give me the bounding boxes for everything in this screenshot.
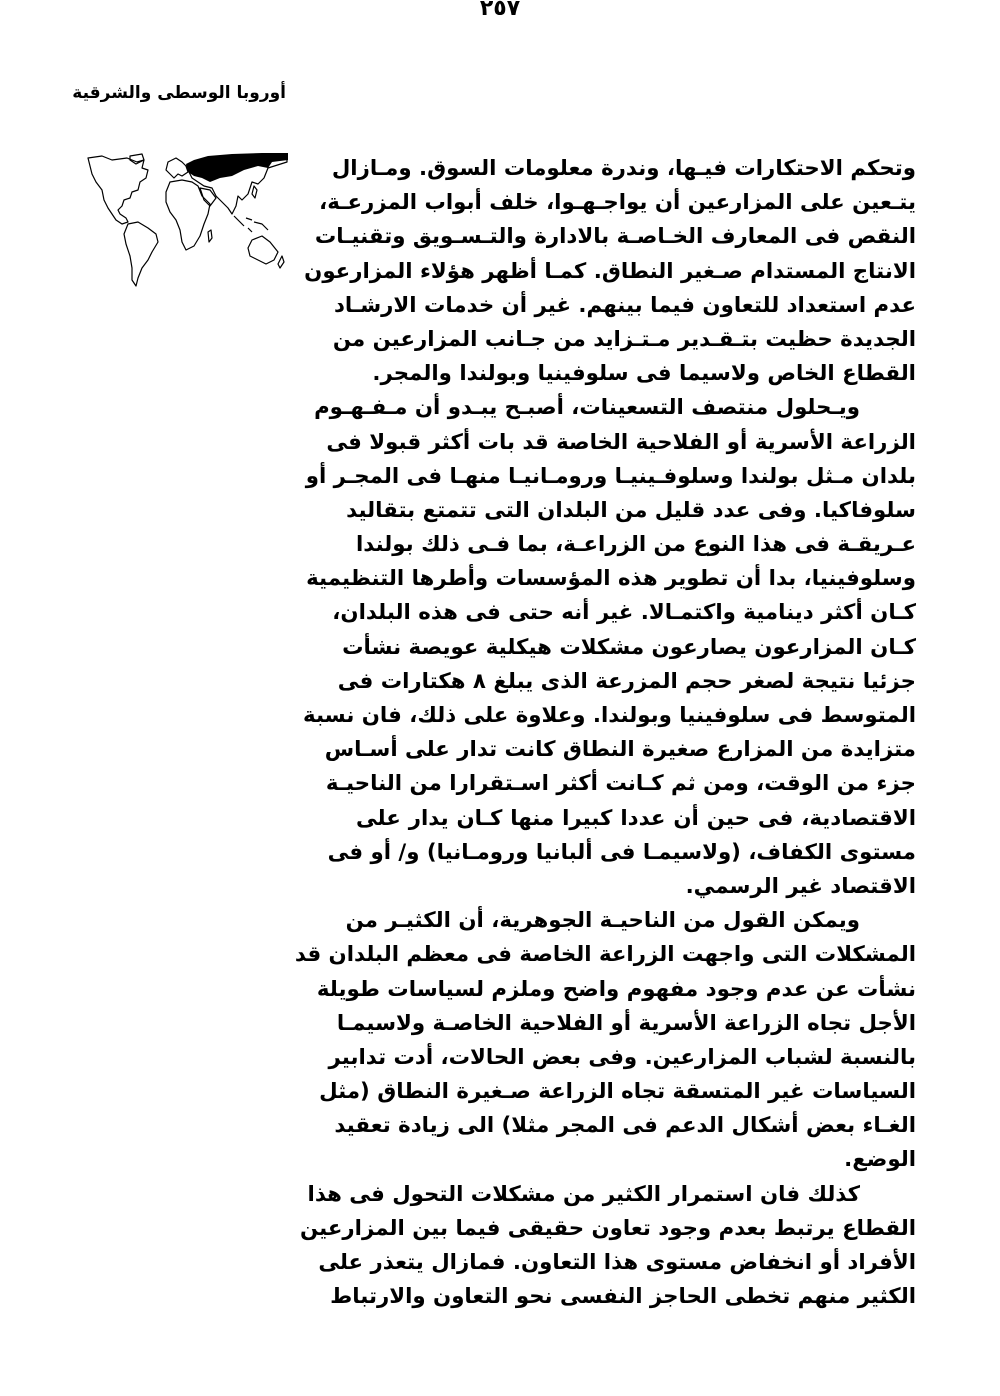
- body-line: الاقتصادية، فى حين أن عددا كبيرا منها كـان يدار على: [356, 805, 916, 831]
- body-line: السياسات غير المتسقة تجاه الزراعة صـغيرة النطاق (مثل: [319, 1079, 916, 1105]
- highlighted-region-eurasia: [186, 153, 288, 182]
- japan-outline: [252, 186, 257, 198]
- body-line: الاقتصاد غير الرسمي.: [685, 873, 916, 899]
- body-line: الانتاج المستدام صـغير النطاق. كمـا أظهر هؤلاء المزارعون: [304, 258, 916, 284]
- body-line: عدم استعداد للتعاون فيما بينهم. غير أن خدمات الارشـاد: [334, 292, 916, 318]
- body-line: النقص فى المعارف الخـاصـة بالادارة والتـسـويق وتقنيـات: [314, 224, 916, 250]
- body-line: الأجل تجاه الزراعة الأسرية أو الفلاحية الخاصـة ولاسيمـا: [336, 1010, 916, 1036]
- body-line: بالنسبة لشباب المزارعين. وفى بعض الحالات، أدت تدابير: [328, 1044, 916, 1070]
- indonesia-outline: [234, 216, 268, 232]
- body-line: وتحكم الاحتكارات فيـها، وندرة معلومات السوق. ومـازال: [331, 156, 916, 181]
- body-line: عـريقـة فى هذا النوع من الزراعـة، بما فـى ذلك بولندا: [356, 532, 916, 558]
- madagascar-outline: [208, 230, 212, 242]
- body-line: وسلوفينيا، بدا أن تطوير هذه المؤسسات وأطرها التنظيمية: [306, 566, 916, 592]
- body-line: يتـعين على المزارعين أن يواجـهـوا، خلف أبواب المزرعـة،: [319, 190, 916, 216]
- body-line: الكثير منهم تخطى الحاجز النفسى نحو التعاون والارتباط: [330, 1284, 916, 1310]
- body-line: كـان أكثر دينامية واكتمـالا. غير أنه حتى فى هذه البلدان،: [332, 600, 916, 626]
- body-line: ويـحلول منتصف التسعينات، أصبـح يبـدو أن مـفـهـوم: [314, 395, 860, 421]
- running-header: أوروبا الوسطى والشرقية: [72, 83, 286, 103]
- body-line: الزراعة الأسرية أو الفلاحية الخاصة قد بات أكثر قبولا فى: [326, 429, 916, 455]
- new-zealand-outline: [278, 256, 284, 268]
- body-line: كذلك فان استمرار الكثير من مشكلات التحول فى هذا: [307, 1181, 860, 1207]
- body-line: الجديدة حظيت بتـقـدير مـتـزايد من جـانب المزارعين من: [332, 326, 916, 352]
- body-line: المشكلات التى واجهت الزراعة الخاصة فى معظم البلدان قد: [294, 942, 916, 968]
- body-line: الأفراد أو انخفاض مستوى هذا التعاون. فمازال يتعذر على: [318, 1250, 916, 1275]
- body-line: الوضع.: [844, 1147, 916, 1173]
- body-line: المتوسط فى سلوفينيا وبولندا. وعلاوة على ذلك، فان نسبة: [303, 703, 916, 728]
- body-line: ويمكن القول من الناحيـة الجوهرية، أن الكثيـر من: [345, 908, 860, 934]
- body-line: متزايدة من المزارع صغيرة النطاق كانت تدار على أسـاس: [324, 737, 916, 763]
- europe-outline: [166, 158, 188, 178]
- body-line: القطاع يرتبط بعدم وجود تعاون حقيقى فيما بين المزارعين: [300, 1215, 916, 1241]
- south-america-outline: [124, 222, 158, 286]
- africa-outline: [166, 180, 210, 250]
- body-line: نشأت عن عدم وجود مفهوم واضح وملزم لسياسات طويلة: [316, 976, 916, 1002]
- body-text: [294, 152, 916, 1314]
- page-number: ٢٥٧: [479, 0, 521, 21]
- australia-outline: [248, 236, 278, 264]
- body-line: مستوى الكفاف، (ولاسيمـا فى ألبانيا ورومـانيا) و/ أو فى: [327, 839, 916, 865]
- body-line: جزئيا نتيجة لصغر حجم المزرعة الذى يبلغ ٨ هكتارات فى: [337, 668, 916, 694]
- body-line: الغـاء بعض أشكال الدعم فى المجر مثلا) الى زيادة تعقيد: [334, 1113, 916, 1139]
- north-america-outline: [88, 156, 148, 224]
- body-line: القطاع الخاص ولاسيما فى سلوفينيا وبولندا والمجر.: [372, 361, 916, 387]
- body-line: كـان المزارعون يصارعون مشكلات هيكلية عويصة نشأت: [342, 634, 916, 660]
- body-line: بلدان مـثل بولندا وسلوفـينيـا ورومـانيـا منهـا فى المجـر أو: [305, 463, 916, 489]
- body-line: جزء من الوقت، ومن ثم كـانت أكثر اسـتقرارا من الناحيـة: [325, 771, 916, 797]
- body-line: سلوفاكيا. وفى عدد قليل من البلدان التى تتمتع بتقاليد: [346, 497, 916, 523]
- world-map-icon: [82, 148, 292, 288]
